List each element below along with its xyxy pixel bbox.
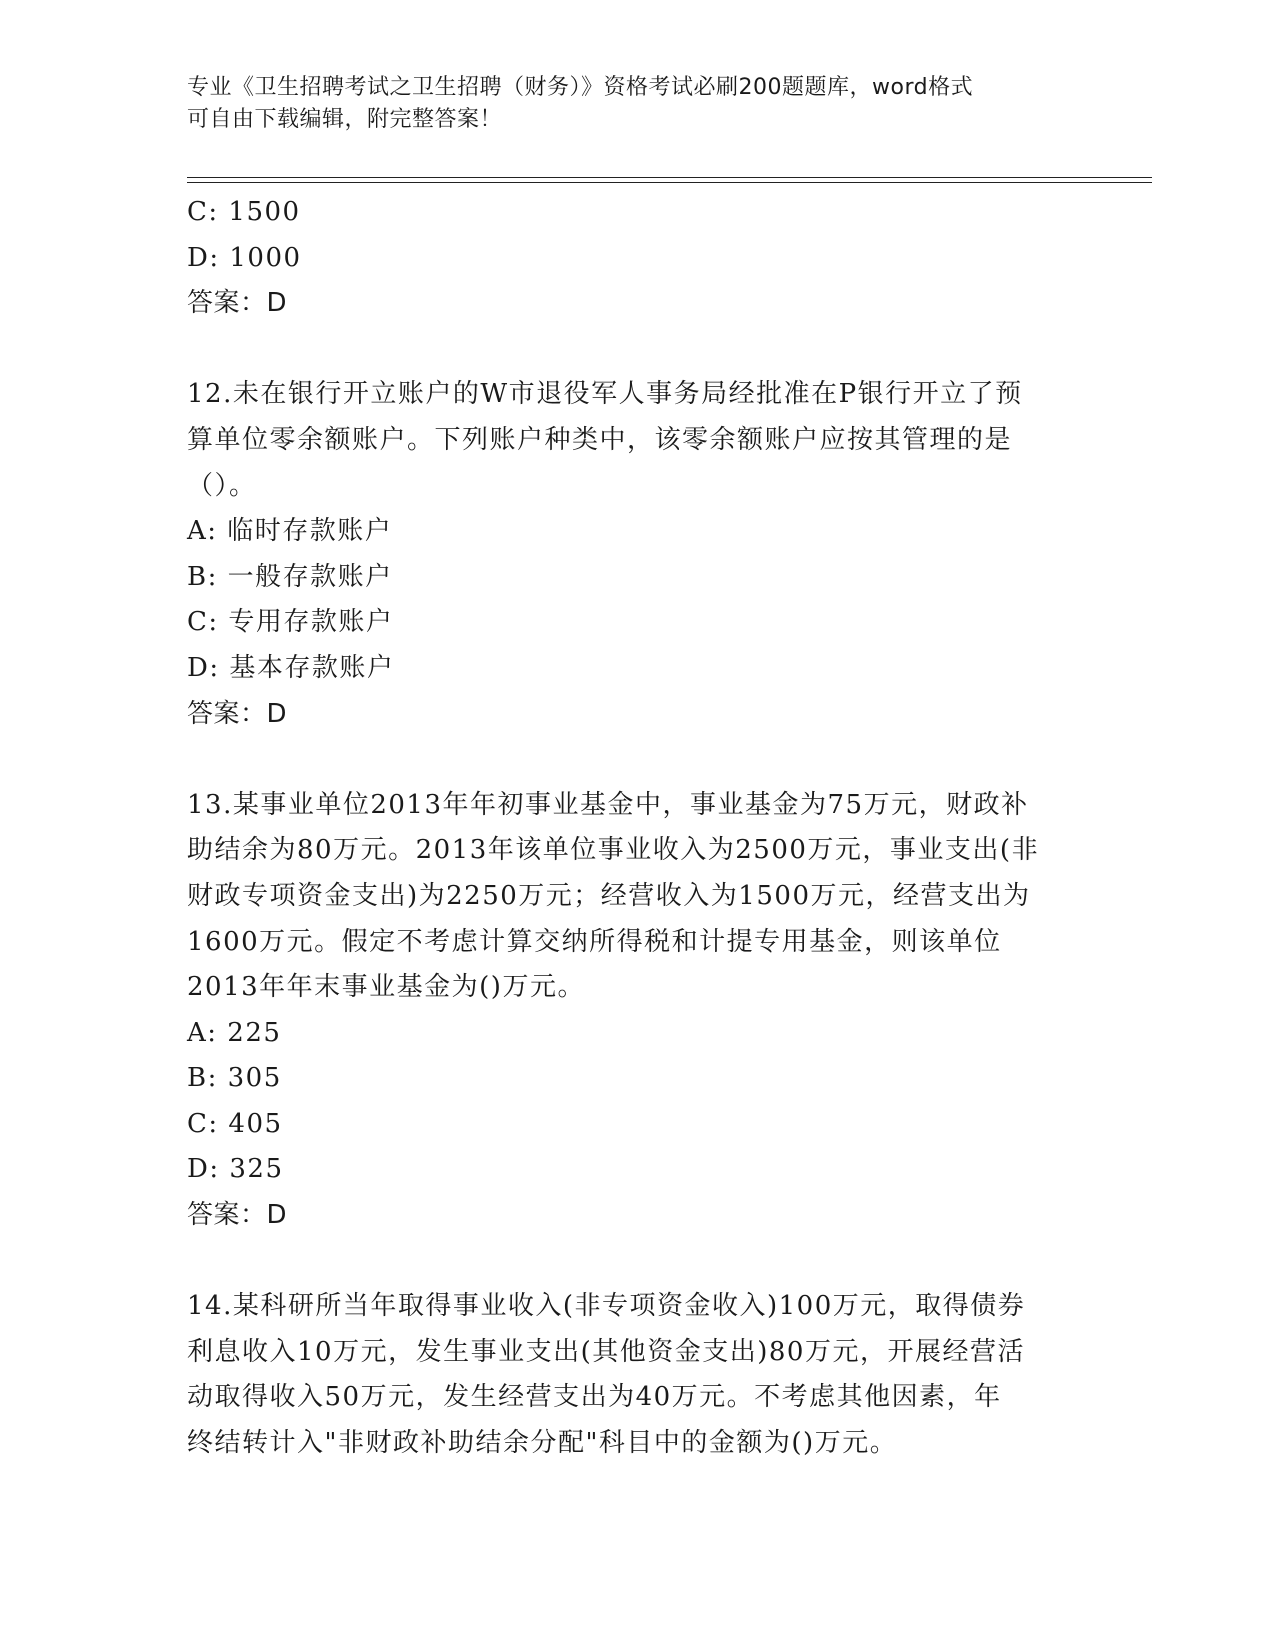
page-header: [187, 72, 1067, 136]
prev-question-tail: [187, 190, 1082, 327]
answer-line: 答案：D: [187, 1200, 288, 1231]
question-13: [187, 783, 1082, 1239]
header-rule-top: [187, 177, 1152, 178]
question-text-line: 财政专项资金支出)为2250万元；经营收入为1500万元，经营支出为: [187, 880, 1031, 911]
header-line-1: 专业《卫生招聘考试之卫生招聘（财务）》资格考试必刷200题题库，word格式: [187, 75, 974, 100]
option-d: D: 325: [187, 1154, 284, 1185]
question-14: [187, 1284, 1082, 1466]
question-text-line: 助结余为80万元。2013年该单位事业收入为2500万元，事业支出(非: [187, 835, 1040, 866]
option-b: B: 305: [187, 1063, 282, 1094]
option-a: A: 225: [187, 1017, 282, 1048]
question-text-line: 动取得收入50万元，发生经营支出为40万元。不考虑其他因素，年: [187, 1382, 1002, 1413]
option-c: C: 专用存款账户: [187, 607, 394, 638]
header-rule-bottom: [187, 182, 1152, 183]
question-text-line: 算单位零余额账户。下列账户种类中，该零余额账户应按其管理的是: [187, 424, 1013, 455]
question-text-line: 1600万元。假定不考虑计算交纳所得税和计提专用基金，则该单位: [187, 926, 1002, 957]
document-body: [187, 190, 1082, 1467]
option-d: D: 基本存款账户: [187, 652, 395, 683]
question-text-line: 14.某科研所当年取得事业收入(非专项资金收入)100万元，取得债券: [187, 1291, 1026, 1322]
answer-line: 答案：D: [187, 698, 288, 729]
option-a: A: 临时存款账户: [187, 516, 393, 547]
question-text-line: 2013年年末事业基金为()万元。: [187, 972, 585, 1003]
option-b: B: 一般存款账户: [187, 561, 393, 592]
header-line-2: 可自由下载编辑，附完整答案！: [187, 107, 503, 132]
question-12: [187, 372, 1082, 737]
question-text-line: 利息收入10万元，发生事业支出(其他资金支出)80万元，开展经营活: [187, 1336, 1025, 1367]
answer-line: 答案：D: [187, 288, 288, 319]
question-text-line: 13.某事业单位2013年年初事业基金中，事业基金为75万元，财政补: [187, 789, 1029, 820]
question-text-line: 12.未在银行开立账户的W市退役军人事务局经批准在P银行开立了预: [187, 379, 1023, 410]
question-text-line: 终结转计入"非财政补助结余分配"科目中的金额为()万元。: [187, 1428, 898, 1459]
option-c: C: 405: [187, 1108, 283, 1139]
option-c: C: 1500: [187, 197, 301, 227]
question-text-line: （）。: [187, 470, 257, 501]
option-d: D: 1000: [187, 242, 302, 273]
